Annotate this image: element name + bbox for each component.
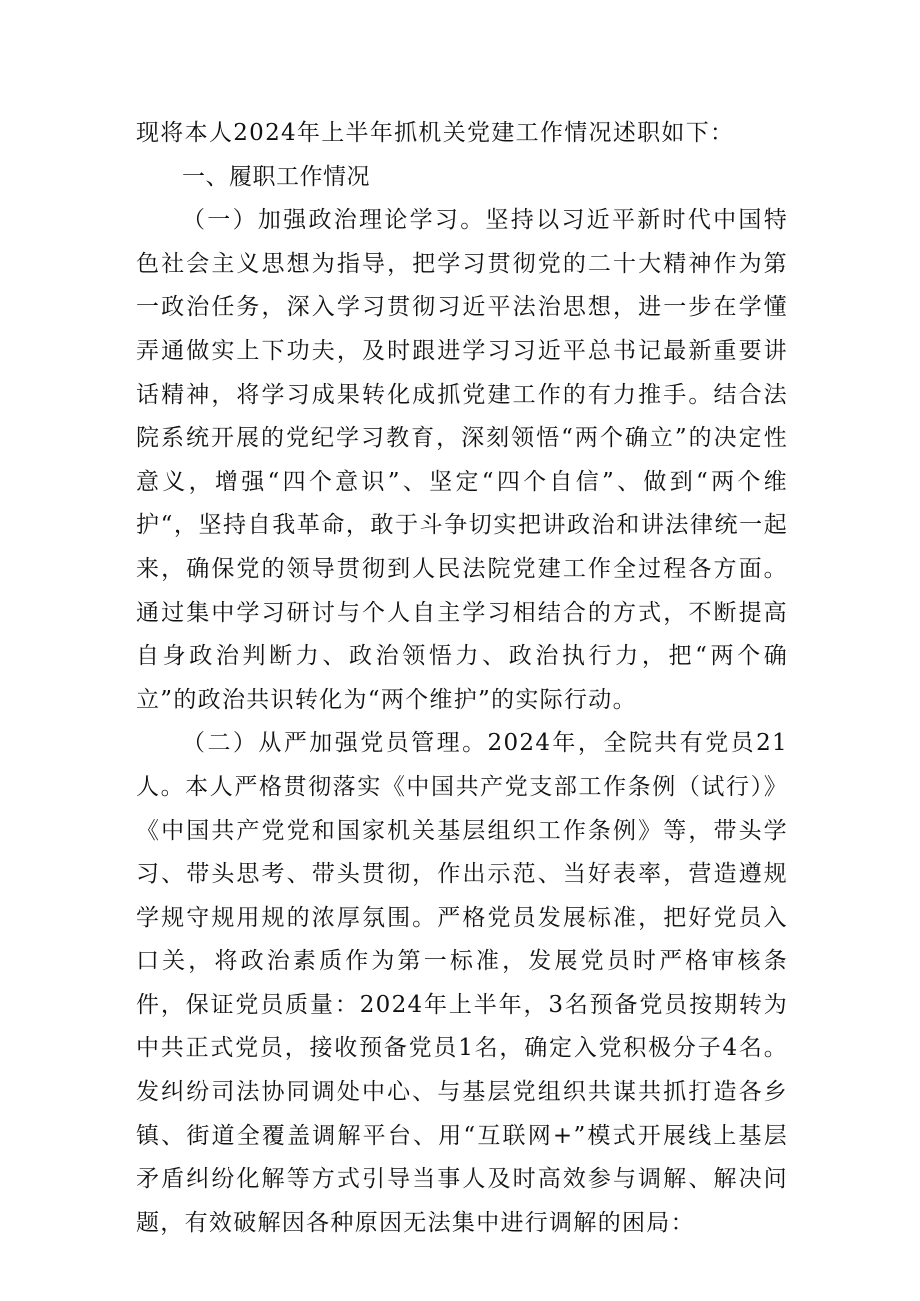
paragraph-party-member-management: （二）从严加强党员管理。2024年，全院共有党员21人。本人严格贯彻落实《中国共产党支部工作条例（试行）》《中国共产党党和国家机关基层组织工作条例》等，带头学习、带头思考、带头贯彻，作出示范、当好表率，营造遵规学规守规用规的浓厚氛围。严格党员发展标准，把好党员入口关，将政治素质作为第一标准，发展党员时严格审核条件，保证党员质量：2024年上半年，3名预备党员按期转为中共正式党员，接收预备党员1名，确定入党积极分子4名。发纠纷司法协同调处中心、与基层党组织共谋共抓打造各乡镇、街道全覆盖调解平台、用“互联网+”模式开展线上基层矛盾纠纷化解等方式引导当事人及时高效参与调解、解决问题，有效破解因各种原因无法集中进行调解的困局： <box>136 730 788 1236</box>
intro-paragraph: 现将本人2024年上半年抓机关党建工作情况述职如下： <box>136 120 735 146</box>
section-heading: 一、履职工作情况 <box>182 163 370 190</box>
paragraph-political-study: （一）加强政治理论学习。坚持以习近平新时代中国特色社会主义思想为指导，把学习贯彻党的二十大精神作为第一政治任务，深入学习贯彻习近平法治思想，进一步在学懂弄通做实上下功夫，及时跟进学习习近平总书记最新重要讲话精神，将学习成果转化成抓党建工作的有力推手。结合法院系统开展的党纪学习教育，深刻领悟“两个确立”的决定性意义，增强“四个意识”、坚定“四个自信”、做到“两个维护“，坚持自我革命，敢于斗争切实把讲政治和讲法律统一起来，确保党的领导贯彻到人民法院党建工作全过程各方面。通过集中学习研讨与个人自主学习相结合的方式，不断提高自身政治判断力、政治领悟力、政治执行力，把“两个确立”的政治共识转化为“两个维护”的实际行动。 <box>136 207 788 713</box>
document-body <box>136 112 788 1245</box>
